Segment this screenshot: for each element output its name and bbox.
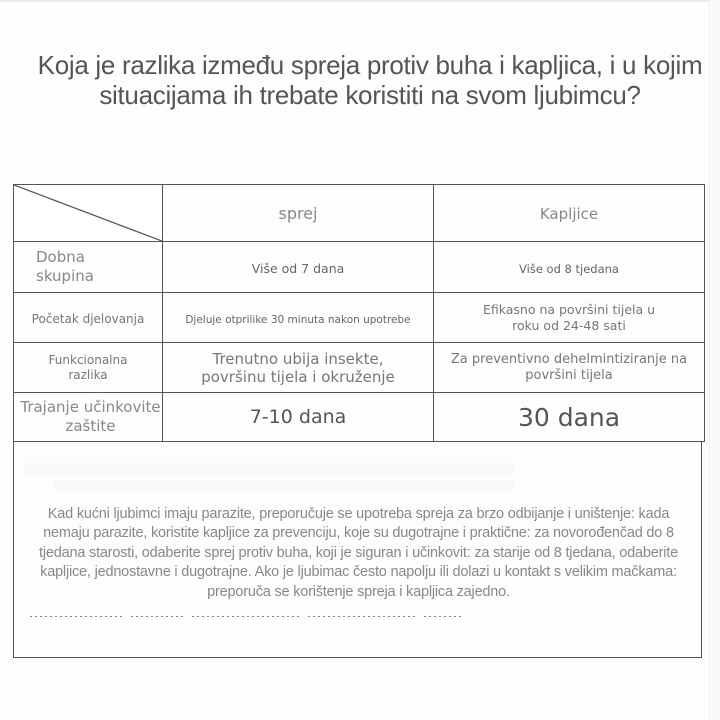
clipped-text-line (30, 609, 490, 617)
page-title: Koja je razlika između spreja protiv buha i kapljica, i u kojim situacijama ih trebate koristiti na svom ljubimcu? (37, 50, 703, 110)
table-row (14, 293, 705, 343)
column-header-kapljice (434, 185, 705, 242)
usage-recommendation-text: Kad kućni ljubimci imaju parazite, preporučuje se upotreba spreja za brzo odbijanje i uništenje: kada nemaju parazite, koristite kapljice za prevenciju, koje su dugotrajne i praktične: za novorođenčad do 8 tjedana starosti, odaberite sprej protiv buha, koji je siguran i učinkovit: za starije od 8 tjedana, odaberite kapljice, jednostavne i dugotrajne. Ako je ljubimac često napolju ili dolazi u kontakt s velikim mačkama: preporuča se korištenje spreja i kapljica zajedno. (39, 506, 678, 600)
table-row (14, 242, 705, 293)
table-row (14, 343, 705, 393)
sprej-cell (163, 393, 434, 442)
kapljice-cell (434, 293, 705, 343)
faded-text-artifact (24, 463, 514, 475)
row-label-cell (14, 293, 163, 343)
sprej-cell (163, 343, 434, 393)
row-label: Dobna skupina (36, 248, 94, 285)
column-header-sprej (163, 185, 434, 242)
kapljice-cell (434, 393, 705, 442)
cell-value: Efikasno na površini tijela u roku od 24-48 sati (482, 301, 656, 333)
cell-value: Za preventivno dehelmintiziranje na površini tijela (450, 351, 688, 383)
kapljice-cell (434, 343, 705, 393)
top-border-strip (0, 0, 720, 2)
diagonal-header-cell (14, 185, 163, 242)
comparison-table (13, 184, 705, 442)
cell-value: 30 dana (517, 402, 621, 432)
cell-value: Trenutno ubija insekte, površinu tijela i okruženje (201, 349, 395, 386)
diagonal-line-icon (14, 185, 162, 241)
row-label: Početak djelovanja (31, 312, 145, 326)
sprej-cell (163, 242, 434, 293)
row-label: Funkcionalna razlika (48, 352, 128, 382)
column-header-label: sprej (278, 203, 318, 223)
sprej-cell (163, 293, 434, 343)
column-header-label: Kapljice (539, 204, 599, 223)
row-label-cell (14, 393, 163, 442)
row-label-cell (14, 242, 163, 293)
notes-box (13, 441, 702, 658)
cell-value: 7-10 dana (249, 406, 347, 428)
kapljice-cell (434, 242, 705, 293)
row-label: Trajanje učinkovite zaštite (20, 398, 161, 435)
table-row (14, 393, 705, 442)
cell-value: Više od 8 tjedana (519, 261, 619, 276)
cell-value: Više od 7 dana (251, 260, 345, 276)
cell-value: Djeluje otprilike 30 minuta nakon upotrebe (185, 314, 411, 326)
table-header-row (14, 185, 705, 242)
row-label-cell (14, 343, 163, 393)
faded-text-artifact (54, 481, 514, 491)
